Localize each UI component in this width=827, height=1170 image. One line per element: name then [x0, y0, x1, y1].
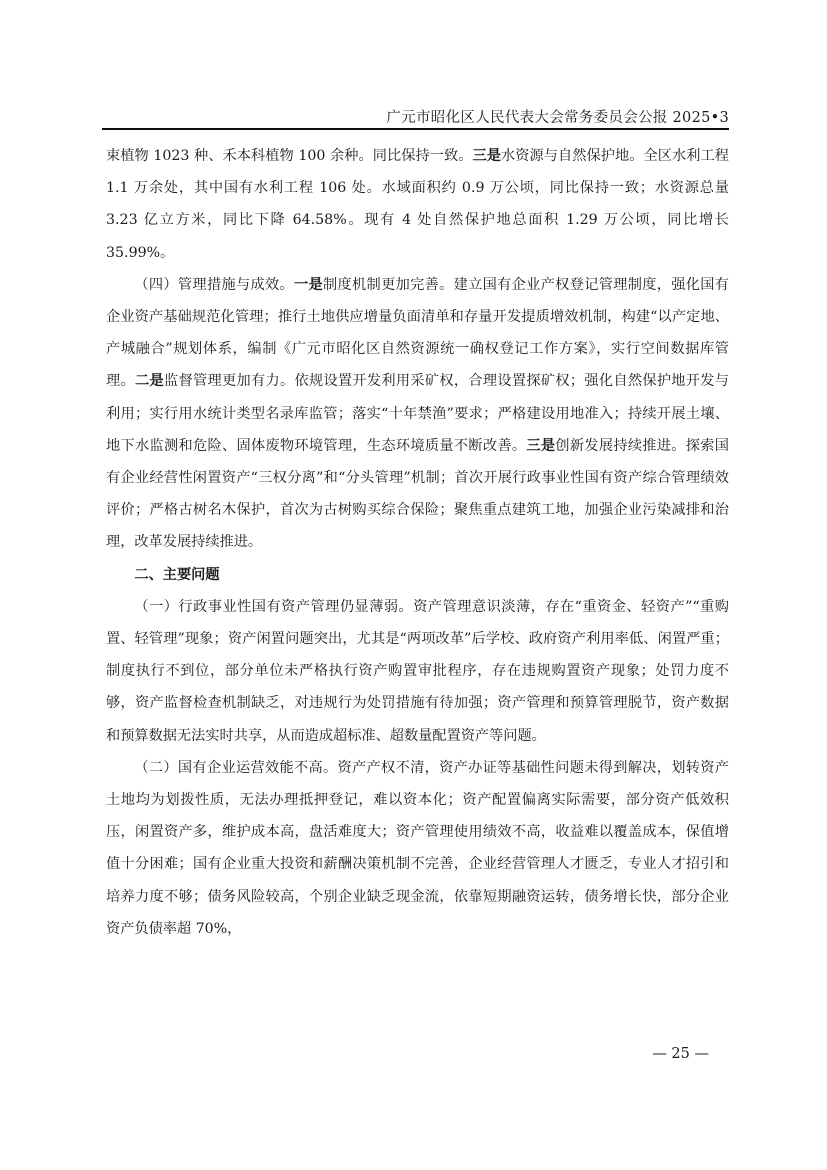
- page-header: [102, 96, 729, 130]
- subsection-heading-1: （一）行政事业性国有资产管理仍显薄弱。: [134, 598, 414, 615]
- text-segment: 资产管理意识淡薄，存在“重资金、轻资产”“重购置、轻管理”现象；资产闲置问题突出，尤其是“两项改革”后学校、政府资产利用率低、闲置严重；制度执行不到位，部分单位未严格执行资产购置审批程序，存在违规购置资产现象；处罚力度不够，资产监督检查机制缺乏，对违规行为处罚措施有待加强；资产管理和预算管理脱节，资产数据和预算数据无法实时共享，从而造成超标准、超数量配置资产等问题。: [106, 598, 729, 744]
- gazette-title: 广元市昭化区人民代表大会常务委员会公报 2025•3: [386, 110, 729, 126]
- emphasis-third: 三是: [526, 437, 556, 454]
- subsection-heading-2: （二）国有企业运营效能不高。: [134, 759, 338, 776]
- emphasis-third: 三是: [472, 148, 502, 164]
- emphasis-second: 二是: [135, 373, 164, 390]
- document-body: [106, 140, 729, 945]
- text-segment: 水资源与自然保护地。全区水利工程 1.1 万余处，其中国有水利工程 106 处。水域面积约 0.9 万公顷，同比保持一致；水资源总量 3.23 亿立方米，同比下降 64.58%。现有 4 处自然保护地总面积 1.29 万公顷，同比增长 35.99%。: [106, 148, 729, 261]
- text-segment: 资产产权不清，资产办证等基础性问题未得到解决，划转资产土地均为划拨性质，无法办理抵押登记，难以资本化；资产配置偏离实际需要，部分资产低效积压，闲置资产多，维护成本高，盘活难度大；资产管理使用绩效不高，收益难以覆盖成本，保值增值十分困难；国有企业重大投资和薪酬决策机制不完善，企业经营管理人才匮乏，专业人才招引和培养力度不够；债务风险较高，个别企业缺乏现金流，依靠短期融资运转，债务增长快，部分企业资产负债率超 70%，: [106, 759, 729, 937]
- paragraph-state-enterprises: [106, 752, 729, 945]
- emphasis-first: 一是: [294, 276, 324, 293]
- header-rule: [102, 128, 729, 130]
- text-segment: 监督管理更加有力。依规设置开发利用采矿权，合理设置探矿权；强化自然保护地开发与利用；实行用水统计类型名录库监管；落实“十年禁渔”要求；严格建设用地准入；持续开展土壤、地下水监测和危险、固体废物环境管理，生态环境质量不断改善。: [106, 373, 729, 454]
- section-heading-main-problems: 二、主要问题: [134, 566, 220, 583]
- subsection-heading-4: （四）管理措施与成效。: [134, 276, 294, 293]
- text-segment: 制度机制更加完善。建立国有企业产权登记管理制度，强化国有企业资产基础规范化管理；推行土地供应增量负面清单和存量开发提质增效机制，构建“以产定地、产城融合”规划体系，编制《广元市昭化区自然资源统一确权登记工作方案》，实行空间数据库管理。: [106, 276, 729, 390]
- paragraph-management-measures: [106, 269, 729, 559]
- page-number: — 25 —: [652, 1046, 709, 1062]
- paragraph-water-resources: [106, 140, 729, 269]
- paragraph-admin-assets: [106, 591, 729, 752]
- text-segment: 束植物 1023 种、禾本科植物 100 余种。同比保持一致。: [106, 148, 473, 164]
- text-segment: 创新发展持续推进。探索国有企业经营性闲置资产“三权分离”和“分头管理”机制；首次开展行政事业性国有资产综合管理绩效评价；严格古树名木保护，首次为古树购买综合保险；聚焦重点建筑工地，加强企业污染减排和治理，改革发展持续推进。: [106, 437, 729, 551]
